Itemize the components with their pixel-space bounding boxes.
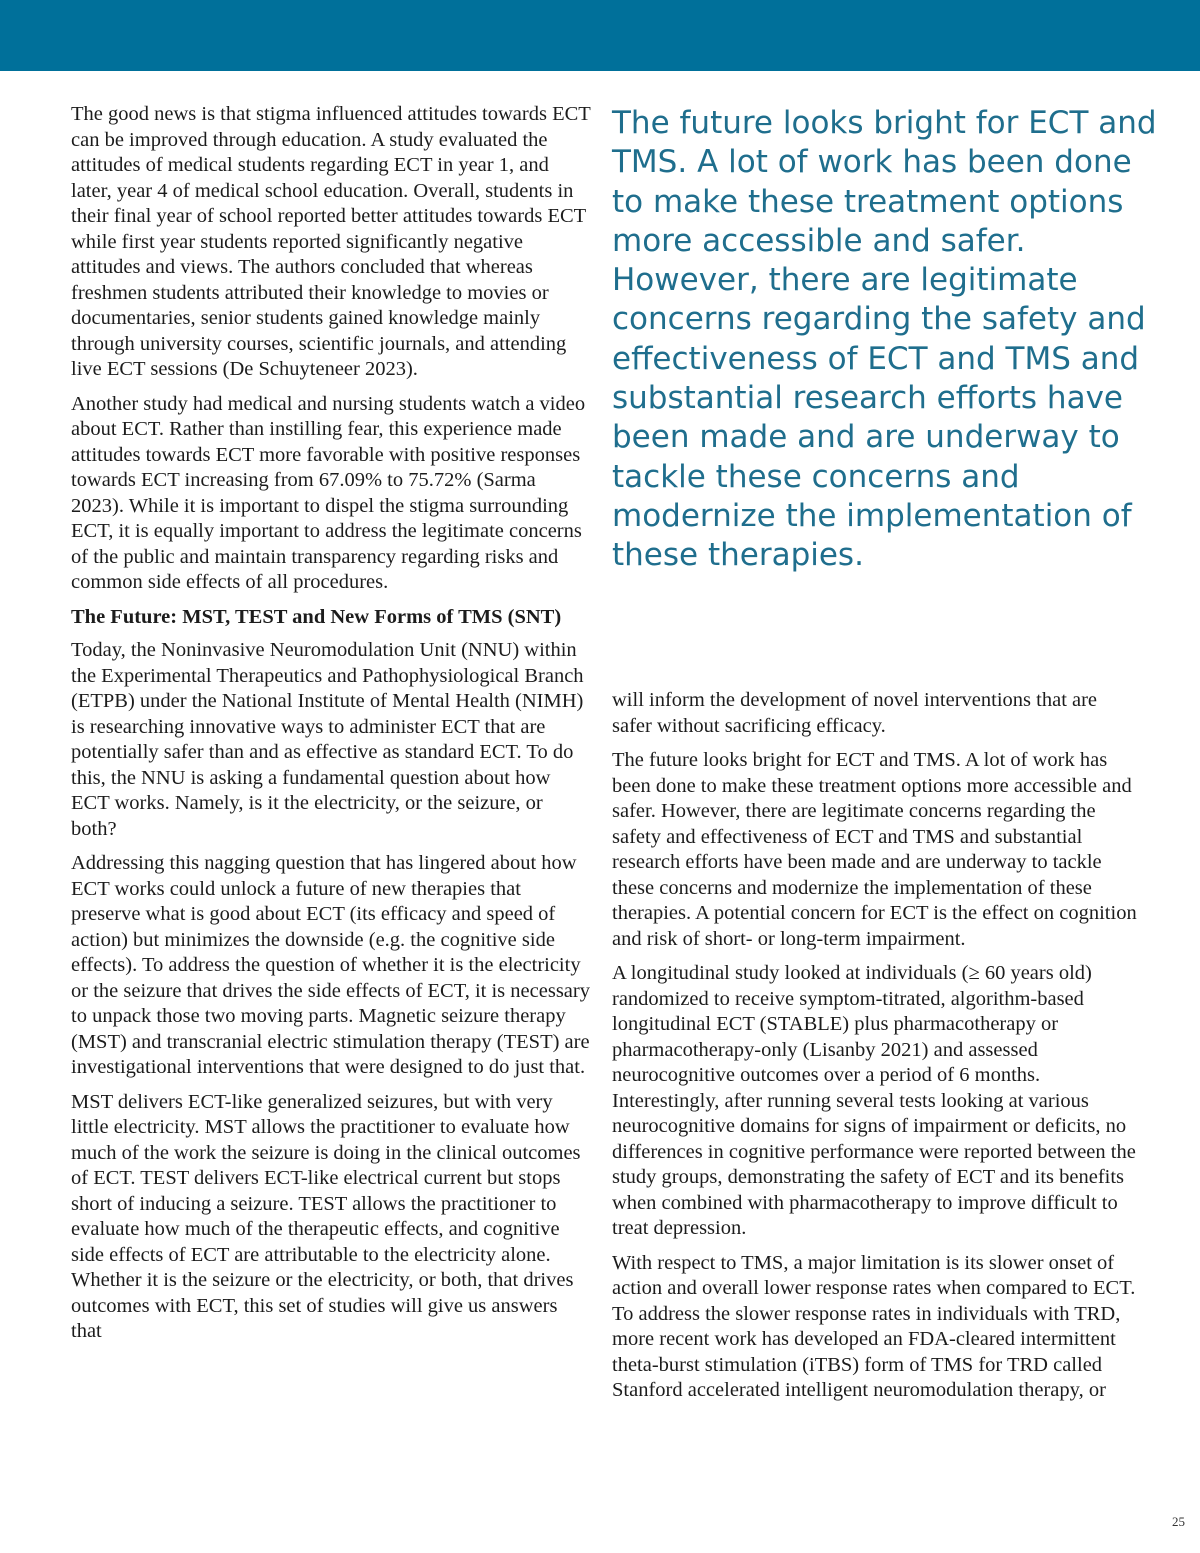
paragraph-longitudinal-study: A longitudinal study looked at individuals (≥ 60 years old) randomized to receive symptom-titrated, algorithm-based longitudinal ECT (STABLE) plus pharmacotherapy or pharmacotherapy-only (Lisanby 2021) and assessed neurocognitive outcomes over a period of 6 months. Interestingly, after running several tests looking at various neurocognitive domains for signs of impairment or deficits, no differences in cognitive performance were reported between the study groups, demonstrating the safety of ECT and its benefits when combined with pharmacotherapy to improve difficult to treat depression.: [612, 962, 1136, 1239]
page-number: 25: [1172, 1514, 1185, 1529]
paragraph-video-study: Another study had medical and nursing students watch a video about ECT. Rather than instilling fear, this experience made attitudes towards ECT more favorable with positive responses towards ECT increasing from 67.09% to 75.72% (Sarma 2023). While it is important to dispel the stigma surrounding ECT, it is equally important to address the legitimate concerns of the public and maintain transparency regarding risks and common side effects of all procedures.: [71, 392, 586, 593]
paragraph-education: The good news is that stigma influenced attitudes towards ECT can be improved through education. A study evaluated the attitudes of medical students regarding ECT in year 1, and later, year 4 of medical school education. Overall, students in their final year of school reported better attitudes towards ECT while first year students reported significantly negative attitudes and views. The authors concluded that whereas freshmen students attributed their knowledge to movies or documentaries, senior students gained knowledge mainly through university courses, scientific journals, and attending live ECT sessions (De Schuyteneer 2023).: [71, 103, 591, 380]
left-column: [71, 102, 593, 1354]
section-heading: The Future: MST, TEST and New Forms of TMS (SNT): [71, 605, 562, 628]
paragraph-nnu: Today, the Noninvasive Neuromodulation Unit (NNU) within the Experimental Therapeutics and Pathophysiological Branch (ETPB) under the National Institute of Mental Health (NIMH) is researching innovative ways to administer ECT that are potentially safer than and as effective as standard ECT. To do this, the NNU is asking a fundamental question about how ECT works. Namely, is it the electricity, or the seizure, or both?: [71, 639, 584, 840]
paragraph-mst-test: MST delivers ECT-like generalized seizures, but with very little electricity. MST allows the practitioner to evaluate how much of the work the seizure is doing in the clinical outcomes of ECT. TEST delivers ECT-like electrical current but stops short of inducing a seizure. TEST allows the practitioner to evaluate how much of the therapeutic effects, and cognitive side effects of ECT are attributable to the electricity alone. Whether it is the seizure or the electricity, or both, that drives outcomes with ECT, this set of studies will give us answers that: [71, 1090, 581, 1342]
paragraph-continuation: will inform the development of novel interventions that are safer without sacrificing efficacy.: [612, 689, 1098, 737]
paragraph-tms-limitation: With respect to TMS, a major limitation is its slower onset of action and overall lower response rates when compared to ECT. To address the slower response rates in individuals with TRD, more recent work has developed an FDA-cleared intermittent theta-burst stimulation (iTBS) form of TMS for TRD called Stanford accelerated intelligent neuromodulation therapy, or: [612, 1251, 1136, 1401]
paragraph-nagging-question: Addressing this nagging question that has lingered about how ECT works could unlock a future of new therapies that preserve what is good about ECT (its efficacy and speed of action) but minimizes the downside (e.g. the cognitive side effects). To address the question of whether it is the electricity or the seizure that drives the side effects of ECT, it is necessary to unpack those two moving parts. Magnetic seizure therapy (MST) and transcranial electric stimulation therapy (TEST) are investigational interventions that were designed to do just that.: [71, 852, 590, 1078]
right-column: [612, 688, 1137, 1413]
header-band: [0, 0, 1200, 71]
paragraph-future-bright: The future looks bright for ECT and TMS. A lot of work has been done to make these treatment options more accessible and safer. However, there are legitimate concerns regarding the safety and effectiveness of ECT and TMS and substantial research efforts have been made and are underway to tackle these concerns and modernize the implementation of these therapies. A potential concern for ECT is the effect on cognition and risk of short- or long-term impairment.: [612, 749, 1137, 950]
pull-quote: The future looks bright for ECT and TMS. A lot of work has been done to make these treatment options more accessible and safer. However, there are legitimate concerns regarding the safety and effectiveness of ECT and TMS and substantial research efforts have been made and are underway to tackle these concerns and modernize the implementation of these therapies.: [612, 105, 1157, 574]
